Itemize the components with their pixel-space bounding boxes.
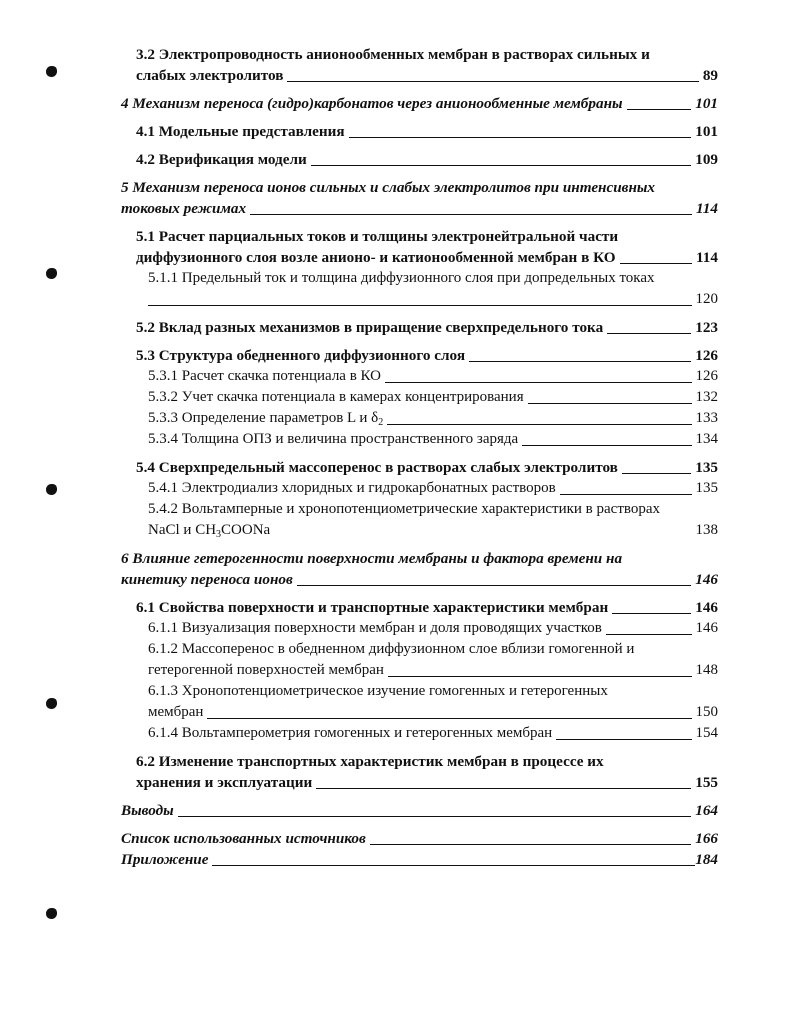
table-of-contents [121,44,718,870]
toc-entry-title: 6.1 Свойства поверхности и транспортные характеристики мембран [136,599,609,616]
toc-entry-title: 5.4.2 Вольтамперные и хронопотенциометрические характеристики в растворах [148,501,661,517]
toc-page-number: 114 [696,200,718,217]
toc-page-number: 146 [695,620,718,636]
toc-entry-5-4-2[interactable] [121,499,718,541]
toc-entry-4-1[interactable] [121,121,718,142]
dot-leader [622,473,691,474]
toc-appendix[interactable] [121,849,718,870]
toc-page-number: 184 [695,851,718,868]
dot-leader [607,333,691,334]
toc-entry-title: 5 Механизм переноса ионов сильных и слабых электролитов при интенсивных [121,179,656,196]
toc-entry-title-text: 5.3.3 Определение параметров L и δ [148,410,379,426]
dot-leader [287,81,698,82]
toc-entry-title: мембран [148,704,204,720]
toc-entry-title: 6.1.3 Хронопотенциометрическое изучение гомогенных и гетерогенных [148,683,608,699]
toc-entry-title: 5.3.1 Расчет скачка потенциала в КО [148,368,382,384]
toc-entry-3-2[interactable] [121,44,718,86]
toc-page-number: 146 [695,571,718,588]
dot-leader [349,137,692,138]
toc-entry-5-3-3[interactable] [121,408,718,429]
toc-page-number: 150 [695,704,718,720]
toc-page-number: 114 [696,249,718,266]
dot-leader [469,361,691,362]
toc-entry-title: диффузионного слоя возле анионо- и катионообменной мембран в КО [136,249,616,266]
dot-leader [274,536,691,537]
toc-entry-title: 5.4 Сверхпредельный массоперенос в растворах слабых электролитов [136,459,618,476]
toc-entry-title: 6.2 Изменение транспортных характеристик мембран в процессе их [136,753,604,770]
toc-page-number: 146 [695,599,718,616]
toc-entry-title: Выводы [121,802,174,819]
dot-leader [370,844,691,845]
toc-chapter-6[interactable] [121,548,718,590]
dot-leader [311,165,691,166]
toc-entry-title [148,520,270,541]
toc-entry-title: хранения и эксплуатации [136,774,313,791]
dot-leader [388,676,692,677]
toc-entry-title: 5.3 Структура обедненного диффузионного слоя [136,347,466,364]
toc-page-number: 133 [695,410,718,426]
toc-entry-title: Приложение [121,851,209,868]
toc-page-number: 89 [702,67,718,84]
toc-page-number: 135 [695,459,718,476]
toc-chapter-5[interactable] [121,177,718,219]
dot-leader [316,788,691,789]
toc-entry-5-4-1[interactable] [121,478,718,499]
subscript: 3 [216,529,222,540]
toc-entry-6-1-4[interactable] [121,723,718,744]
toc-entry-5-3[interactable] [121,345,718,366]
toc-entry-title: 5.3.2 Учет скачка потенциала в камерах концентрирования [148,389,524,405]
toc-entry-title: 6.1.1 Визуализация поверхности мембран и доля проводящих участков [148,620,602,636]
toc-references[interactable] [121,828,718,849]
toc-entry-5-1[interactable] [121,226,718,268]
toc-page-number: 101 [695,123,718,140]
dot-leader [387,424,691,425]
toc-page-number: 134 [695,431,718,447]
punch-hole-mark [46,908,57,919]
toc-page-number: 154 [695,725,718,741]
toc-entry-title-text: NaCl и CH [148,522,217,538]
toc-entry-title: слабых электролитов [136,67,284,84]
toc-entry-title: кинетику переноса ионов [121,571,293,588]
punch-hole-mark [46,484,57,495]
toc-entry-title: 5.4.1 Электродиализ хлоридных и гидрокарбонатных растворов [148,480,556,496]
toc-entry-title: 5.1.1 Предельный ток и толщина диффузионного слоя при допредельных токах [148,270,655,286]
toc-entry-title [148,408,383,429]
toc-entry-title: 4 Механизм переноса (гидро)карбонатов через анионообменные мембраны [121,95,623,112]
toc-entry-title: 5.2 Вклад разных механизмов в приращение сверхпредельного тока [136,319,604,336]
dot-leader [620,263,693,264]
dot-leader [556,739,691,740]
dot-leader [612,613,691,614]
toc-entry-title: 4.1 Модельные представления [136,123,345,140]
toc-entry-5-2[interactable] [121,317,718,338]
dot-leader [250,214,692,215]
toc-page-number: 164 [695,802,718,819]
toc-entry-6-1-2[interactable] [121,639,718,681]
toc-page-number: 109 [695,151,718,168]
toc-entry-5-3-4[interactable] [121,429,718,450]
toc-page-number: 155 [695,774,718,791]
toc-entry-5-3-1[interactable] [121,366,718,387]
toc-page-number: 101 [695,95,718,112]
toc-chapter-4[interactable] [121,93,718,114]
dot-leader [606,634,692,635]
dot-leader [178,816,692,817]
toc-entry-4-2[interactable] [121,149,718,170]
toc-entry-title: 5.3.4 Толщина ОПЗ и величина пространственного заряда [148,431,519,447]
toc-entry-title: 6 Влияние гетерогенности поверхности мембраны и фактора времени на [121,550,623,567]
toc-page-number: 135 [695,480,718,496]
toc-page-number: 126 [695,368,718,384]
toc-page-number: 148 [695,662,718,678]
dot-leader [528,403,692,404]
punch-hole-mark [46,698,57,709]
dot-leader [522,445,691,446]
toc-page-number: 132 [695,389,718,405]
toc-entry-6-1-3[interactable] [121,681,718,723]
toc-entry-title: 6.1.2 Массоперенос в обедненном диффузионном слое вблизи гомогенной и [148,641,635,657]
toc-entry-title: 6.1.4 Вольтамперометрия гомогенных и гетерогенных мембран [148,725,553,741]
toc-entry-5-4[interactable] [121,457,718,478]
toc-entry-title: токовых режимах [121,200,247,217]
toc-entry-5-3-2[interactable] [121,387,718,408]
dot-leader [297,585,691,586]
toc-page-number: 138 [695,522,718,538]
dot-leader [148,305,692,306]
toc-entry-6-2[interactable] [121,751,718,793]
dot-leader [212,865,695,866]
dot-leader [207,718,691,719]
toc-page-number: 166 [695,830,718,847]
dot-leader [385,382,691,383]
toc-entry-title: 4.2 Верификация модели [136,151,307,168]
dot-leader [627,109,692,110]
toc-page-number: 126 [695,347,718,364]
toc-page-number: 120 [695,291,718,307]
toc-entry-5-1-1[interactable] [121,268,718,310]
toc-page-number: 123 [695,319,718,336]
toc-entry-title: Список использованных источников [121,830,366,847]
punch-hole-mark [46,268,57,279]
toc-entry-title: 3.2 Электропроводность анионообменных мембран в растворах сильных и [136,46,650,63]
toc-entry-title-text: COONa [221,522,271,538]
toc-entry-title: гетерогенной поверхностей мембран [148,662,384,678]
dot-leader [560,494,692,495]
subscript: 2 [378,417,384,428]
toc-entry-title: 5.1 Расчет парциальных токов и толщины электронейтральной части [136,228,619,245]
toc-entry-6-1[interactable] [121,597,718,618]
toc-conclusions[interactable] [121,800,718,821]
toc-entry-6-1-1[interactable] [121,618,718,639]
punch-hole-mark [46,66,57,77]
